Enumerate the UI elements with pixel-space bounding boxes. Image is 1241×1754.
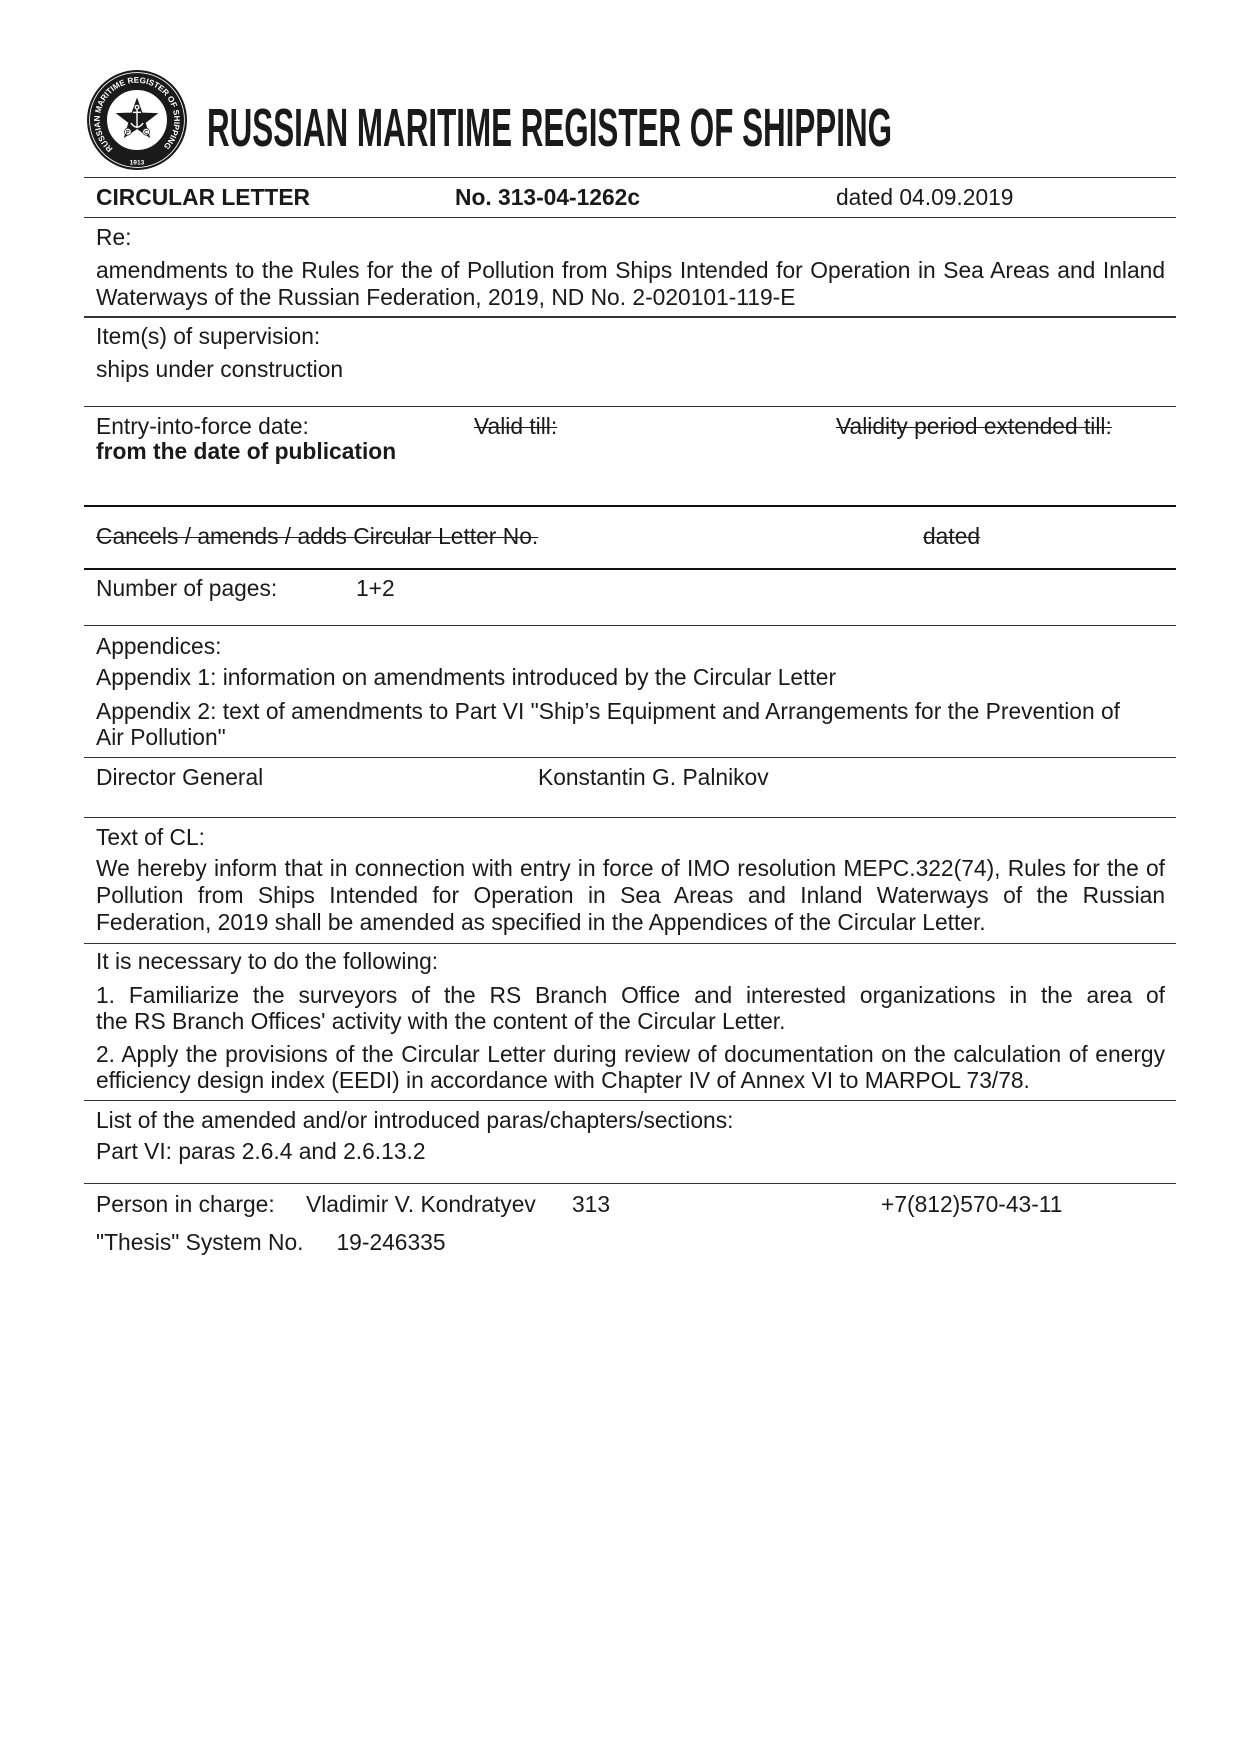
rule-after-signatory: [84, 817, 1176, 818]
re-subject: [96, 257, 1165, 310]
re-label: Re:: [96, 223, 132, 250]
cancels-dated-label: dated: [923, 523, 981, 550]
pages-value: 1+2: [356, 574, 395, 601]
actions-label: It is necessary to do the following:: [96, 948, 439, 975]
rule-after-actions: [84, 1100, 1176, 1101]
rule-after-re: [84, 316, 1176, 317]
entry-into-force-label: Entry-into-force date:: [96, 412, 309, 439]
logo-year: 1913: [129, 159, 145, 167]
logo-monogram-right: C: [144, 129, 149, 136]
text-of-cl-line: We hereby inform that in connection with entry in force of IMO resolution MEPC.322(74), Rules for the of: [96, 855, 1165, 882]
thesis-system-number: 19-246335: [336, 1228, 446, 1255]
rule-after-validity: [84, 505, 1176, 507]
supervision-label: Item(s) of supervision:: [96, 323, 321, 350]
action-item-1-line: 1. Familiarize the surveyors of the RS Branch Office and interested organizations in the area of: [96, 981, 1165, 1008]
rule-header: [84, 177, 1176, 178]
action-item-2-line: 2. Apply the provisions of the Circular Letter during review of documentation on the calculation of energy: [96, 1040, 1165, 1067]
letter-number: No. 313-04-1262c: [455, 183, 641, 210]
person-in-charge-name: Vladimir V. Kondratyev: [306, 1190, 536, 1217]
rule-after-cancels: [84, 568, 1176, 570]
rule-after-supervision: [84, 406, 1176, 407]
pages-label: Number of pages:: [96, 574, 278, 601]
text-of-cl-line: Federation, 2019 shall be amended as specified in the Appendices of the Circular Letter.: [96, 908, 986, 935]
text-of-cl-line: Pollution from Ships Intended for Operation in Sea Areas and Inland Waterways of the Russian: [96, 881, 1165, 908]
person-in-charge-department: 313: [572, 1190, 611, 1217]
logo-monogram-left: P: [125, 129, 130, 136]
person-in-charge-phone: +7(812)570-43-11: [881, 1190, 1063, 1217]
letter-date: dated 04.09.2019: [836, 183, 1014, 210]
appendix-2-line: Appendix 2: text of amendments to Part VI "Ship’s Equipment and Arrangements for the Prevention of: [96, 697, 1120, 724]
organization-name: [200, 90, 900, 160]
action-item-1-line: the RS Branch Offices' activity with the content of the Circular Letter.: [96, 1008, 786, 1035]
document-type-label: CIRCULAR LETTER: [96, 183, 311, 210]
text-of-cl-label: Text of CL:: [96, 824, 205, 851]
re-subject-line: amendments to the Rules for the of Pollution from Ships Intended for Operation in Sea Areas and Inland: [96, 257, 1165, 284]
supervision-value: ships under construction: [96, 355, 344, 382]
rule-after-amended: [84, 1183, 1176, 1184]
action-item-2-line: efficiency design index (EEDI) in accordance with Chapter IV of Annex VI to MARPOL 73/78.: [96, 1067, 1030, 1094]
appendix-1: Appendix 1: information on amendments introduced by the Circular Letter: [96, 664, 837, 691]
logo-ring-textpath: RUSSIAN MARITIME REGISTER OF SHIPPING: [92, 75, 182, 154]
validity-extended-label: Validity period extended till:: [836, 412, 1112, 439]
organization-name-text: RUSSIAN MARITIME REGISTER OF SHIPPING: [207, 98, 892, 158]
amended-value: Part VI: paras 2.6.4 and 2.6.13.2: [96, 1138, 426, 1165]
thesis-system-label: "Thesis" System No.: [96, 1228, 304, 1255]
signatory-name: Konstantin G. Palnikov: [538, 763, 769, 790]
appendices-label: Appendices:: [96, 633, 222, 659]
appendix-2-line: Air Pollution": [96, 724, 226, 751]
cancels-label: Cancels / amends / adds Circular Letter No.: [96, 523, 539, 550]
appendix-2: [96, 698, 1165, 751]
entry-into-force-value: from the date of publication: [96, 438, 397, 465]
text-of-cl-body: [96, 855, 1165, 935]
action-item-2: [96, 1041, 1165, 1094]
rule-after-text-of-cl: [84, 943, 1176, 944]
rs-logo: [86, 69, 188, 171]
rule-after-appendices: [84, 757, 1176, 758]
valid-till-label: Valid till:: [474, 412, 558, 439]
rule-after-letter: [84, 217, 1176, 218]
amended-label: List of the amended and/or introduced paras/chapters/sections:: [96, 1106, 734, 1133]
rule-after-pages: [84, 625, 1176, 626]
signatory-title: Director General: [96, 763, 264, 790]
person-in-charge-label: Person in charge:: [96, 1190, 275, 1217]
action-item-1: [96, 982, 1165, 1035]
re-subject-line: Waterways of the Russian Federation, 2019, ND No. 2-020101-119-E: [96, 283, 796, 310]
